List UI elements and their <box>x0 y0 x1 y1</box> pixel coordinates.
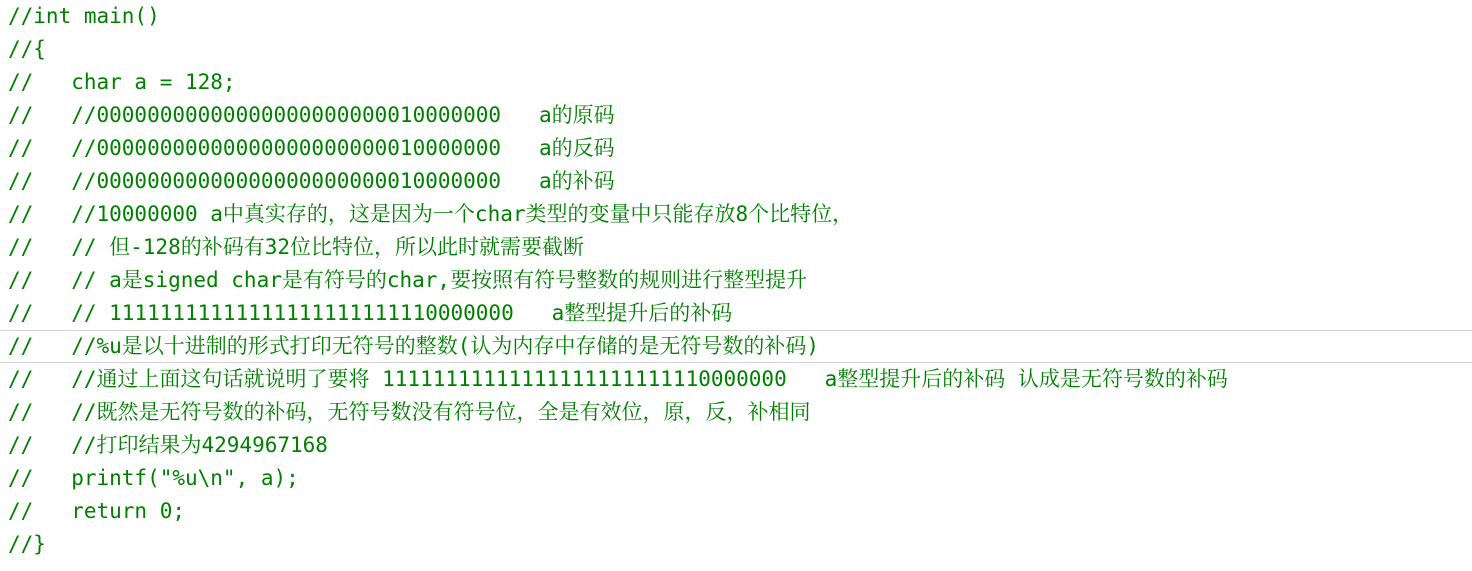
code-line[interactable]: //{ <box>8 37 46 61</box>
code-line[interactable]: // return 0; <box>8 499 186 523</box>
code-line[interactable]: // //通过上面这句话就说明了要将 11111111111111111111111110000000 a整型提升后的补码 认成是无符号数的补码 <box>8 367 1228 391</box>
code-line[interactable]: // // a是signed char是有符号的char,要按照有符号整数的规则进行整型提升 <box>8 268 808 292</box>
code-line[interactable]: // //既然是无符号数的补码，无符号数没有符号位，全是有效位，原，反，补相同 <box>8 400 811 424</box>
code-line[interactable]: // // 11111111111111111111111110000000 a整型提升后的补码 <box>8 301 733 325</box>
code-line[interactable]: //int main() <box>8 4 160 28</box>
code-line-current[interactable]: // //%u是以十进制的形式打印无符号的整数(认为内存中存储的是无符号数的补码) <box>0 330 1472 363</box>
code-line[interactable]: // //10000000 a中真实存的，这是因为一个char类型的变量中只能存放8个比特位， <box>8 202 854 226</box>
code-line[interactable]: // printf("%u\n", a); <box>8 466 299 490</box>
code-line[interactable]: // //00000000000000000000000010000000 a的补码 <box>8 169 615 193</box>
code-line[interactable]: // //00000000000000000000000010000000 a的原码 <box>8 103 615 127</box>
code-line[interactable]: // //打印结果为4294967168 <box>8 433 328 457</box>
code-line[interactable]: //} <box>8 532 46 556</box>
code-line[interactable]: // char a = 128; <box>8 70 236 94</box>
code-line[interactable]: // // 但-128的补码有32位比特位，所以此时就需要截断 <box>8 235 585 259</box>
code-line[interactable]: // //00000000000000000000000010000000 a的反码 <box>8 136 615 160</box>
